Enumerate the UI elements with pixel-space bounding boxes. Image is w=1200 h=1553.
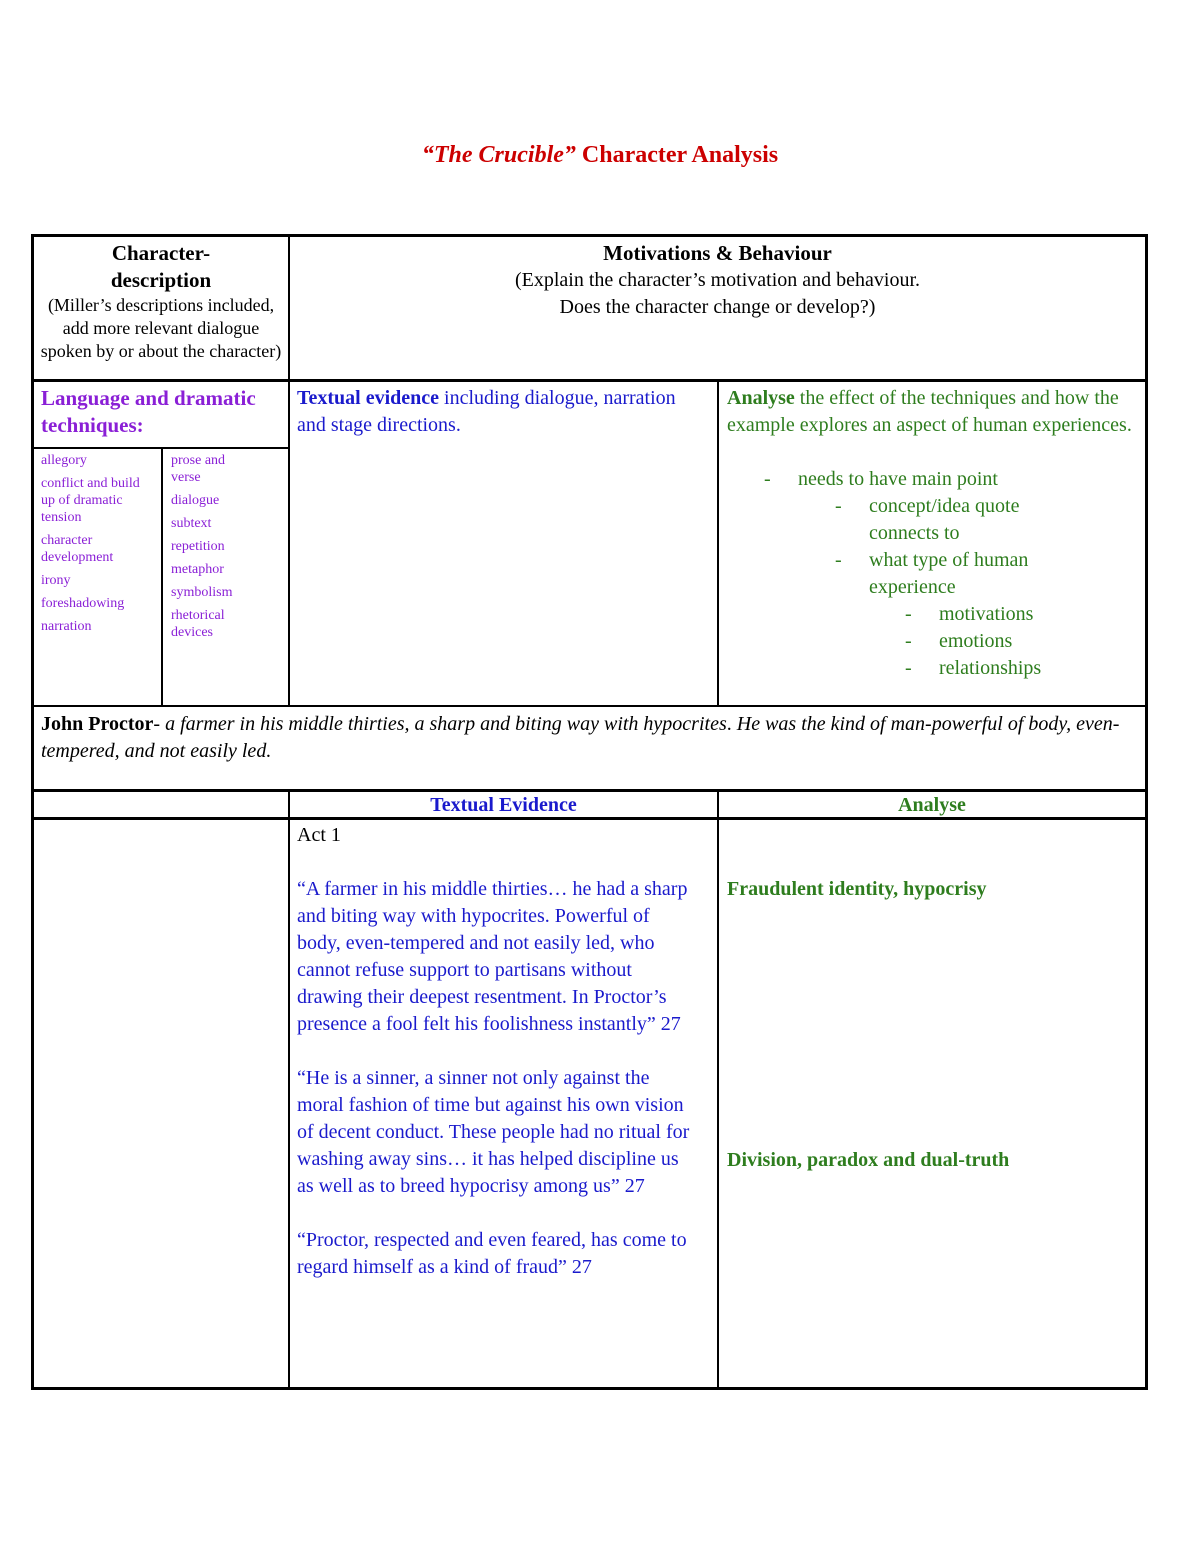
analyse-intro [727, 385, 1137, 682]
analyse-subpoint: - concept/idea quote connects to [869, 493, 1069, 547]
t1-col2-divider [717, 380, 719, 707]
technique-item: conflict and build up of dramatic tension [41, 476, 140, 525]
t2-bottom-border [31, 1387, 1148, 1390]
char-desc-header-cell [34, 240, 288, 363]
technique-item: allegory [41, 453, 87, 468]
textual-evidence-rest: including dialogue, narration and stage directions. [297, 387, 676, 436]
title-rest: Character Analysis [575, 142, 779, 168]
col-header-textual-evidence: Textual Evidence [430, 794, 577, 816]
evidence-quote: “A farmer in his middle thirties… he had a sharp and biting way with hypocrites. Powerful of body, even-tempered and not easily led, who cannot refuse support to partisans without drawing their deepest resentment. In Proctor’s presence a fool felt his foolishness instantly” 27 [297, 878, 688, 1035]
evidence-quote: “He is a sinner, a sinner not only against the moral fashion of time but against his own vision of decent conduct. These people had no ritual for washing away sins… it has helped discipline us as well as to breed hypocrisy among us” 27 [297, 1067, 690, 1197]
technique-item: repetition [171, 539, 225, 554]
char-desc-sub: (Miller’s descriptions included, add more relevant dialogue spoken by or about the character) [40, 295, 282, 361]
analyse-subpoints [727, 493, 1069, 601]
proctor-dash: - [153, 713, 166, 735]
techniques-col2 [171, 452, 283, 647]
analyse-bullets [727, 466, 1137, 493]
techniques-col1 [41, 452, 153, 641]
analyse-subsubpoint: - motivations [939, 601, 1137, 628]
techniques-inner-vline [161, 447, 163, 707]
analyse-subsubpoint: - emotions [939, 628, 1137, 655]
page-title [0, 142, 1200, 169]
proctor-name: John Proctor [41, 713, 154, 735]
proctor-dot: . [726, 713, 737, 735]
act-label: Act 1 [297, 824, 341, 846]
t2-col1-divider [288, 789, 290, 1390]
technique-item: foreshadowing [41, 596, 125, 611]
col-header-analyse: Analyse [898, 794, 966, 816]
technique-item: prose and verse [171, 453, 226, 485]
proctor-desc2: He was the kind of man-powerful of body, even-tempered, and not easily led. [41, 713, 1120, 762]
t1-right-border [1145, 234, 1148, 791]
proctor-desc: a farmer in his middle thirties, a sharp and biting way with hypocrites [165, 713, 727, 735]
analysis-text: Division, paradox and dual-truth [727, 1149, 1010, 1171]
analyse-subsubpoint: - relationships [939, 655, 1137, 682]
techniques-heading: Language and dramatic techniques: [41, 386, 256, 437]
motivations-header-cell [290, 240, 1145, 321]
t1-top-border [31, 234, 1148, 237]
char-desc-heading: Character-description [110, 241, 212, 292]
t2-left-border [31, 789, 34, 1390]
title-italic: “The Crucible” [421, 142, 576, 168]
technique-item: dialogue [171, 493, 220, 508]
technique-item: symbolism [171, 585, 233, 600]
technique-item: irony [41, 573, 71, 588]
technique-item: rhetorical devices [171, 608, 225, 640]
proctor-description [41, 711, 1136, 765]
analysis-text: Fraudulent identity, hypocrisy [727, 878, 987, 900]
analyse-bold: Analyse [727, 387, 795, 409]
t1-row2-divider [31, 705, 1148, 707]
t2-right-border [1145, 789, 1148, 1390]
analyse-subsubpoints [727, 601, 1137, 682]
evidence-quote: “Proctor, respected and even feared, has come to regard himself as a kind of fraud” 27 [297, 1229, 687, 1278]
textual-evidence-bold: Textual evidence [297, 387, 440, 409]
technique-item: metaphor [171, 562, 224, 577]
analyse-subpoint: - what type of human experience [869, 547, 1069, 601]
analyse-rest: the effect of the techniques and how the example explores an aspect of human experiences. [727, 387, 1132, 436]
motivations-heading: Motivations & Behaviour [603, 241, 832, 265]
technique-item: subtext [171, 516, 212, 531]
textual-evidence-cell [297, 822, 697, 1308]
motivations-line1: (Explain the character’s motivation and behaviour. [514, 269, 921, 291]
motivations-line2: Does the character change or develop?) [559, 296, 876, 318]
technique-item: narration [41, 619, 92, 634]
t2-col2-divider [717, 789, 719, 1390]
technique-item: character development [41, 533, 114, 565]
analyse-point: - needs to have main point [798, 466, 1137, 493]
textual-evidence-intro [297, 385, 707, 439]
t1-row1-divider [31, 379, 1148, 382]
